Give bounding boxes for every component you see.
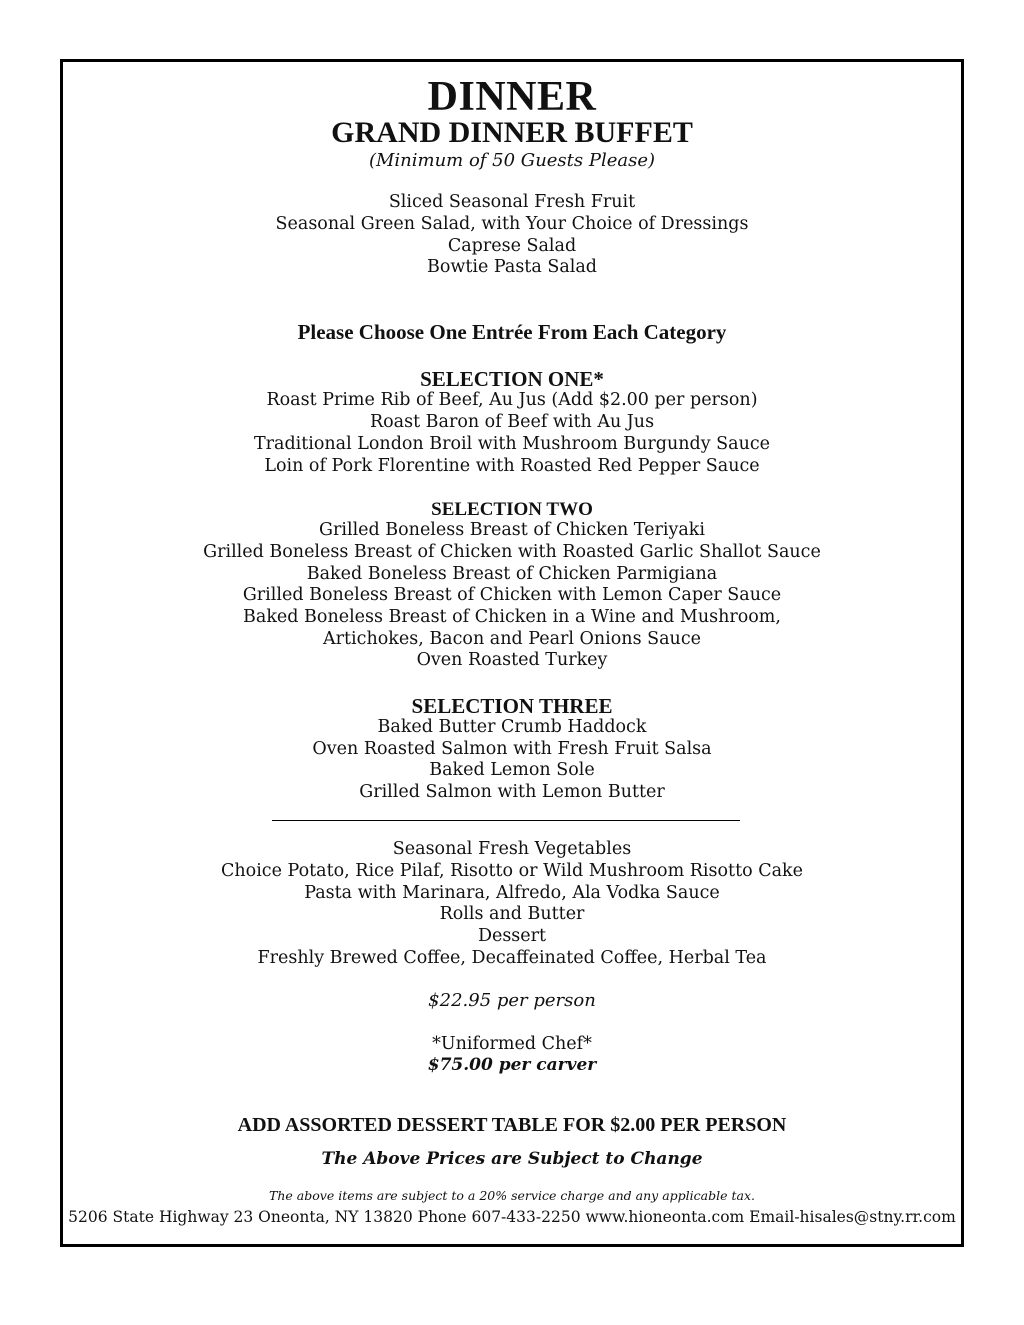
side-item: Choice Potato, Rice Pilaf, Risotto or Wild Mushroom Risotto Cake (221, 861, 803, 881)
section-divider (272, 820, 740, 821)
starter-item: Bowtie Pasta Salad (426, 257, 597, 277)
selection-one-item: Traditional London Broil with Mushroom Burgundy Sauce (253, 434, 771, 454)
minimum-guests-note: (Minimum of 50 Guests Please) (368, 150, 656, 171)
selection-three-item: Baked Lemon Sole (429, 760, 595, 780)
uniformed-chef-note: *Uniformed Chef* (432, 1034, 592, 1054)
menu-subtitle: GRAND DINNER BUFFET (331, 116, 693, 149)
selection-three-heading: SELECTION THREE (411, 694, 613, 718)
selection-three-item: Grilled Salmon with Lemon Butter (359, 782, 665, 802)
selection-two-item: Artichokes, Bacon and Pearl Onions Sauce (323, 629, 701, 649)
side-item: Pasta with Marinara, Alfredo, Ala Vodka Sauce (304, 883, 720, 903)
choose-entree-heading: Please Choose One Entrée From Each Category (297, 320, 727, 344)
side-item: Freshly Brewed Coffee, Decaffeinated Coffee, Herbal Tea (257, 948, 767, 968)
price-per-person: $22.95 per person (428, 990, 596, 1011)
selection-three-item: Baked Butter Crumb Haddock (377, 717, 647, 737)
service-charge-note: The above items are subject to a 20% service charge and any applicable tax. (269, 1188, 755, 1203)
selection-one-item: Loin of Pork Florentine with Roasted Red Pepper Sauce (264, 456, 760, 476)
selection-two-item: Oven Roasted Turkey (416, 650, 608, 670)
carver-price: $75.00 per carver (427, 1055, 597, 1075)
starter-item: Caprese Salad (447, 236, 577, 256)
selection-one-heading: SELECTION ONE* (420, 367, 604, 391)
selection-two-item: Grilled Boneless Breast of Chicken with Lemon Caper Sauce (242, 585, 782, 605)
selection-two-item: Baked Boneless Breast of Chicken in a Wine and Mushroom, (243, 607, 781, 627)
selection-one-item: Roast Prime Rib of Beef, Au Jus (Add $2.00 per person) (266, 390, 758, 410)
selection-two-heading: SELECTION TWO (431, 499, 593, 520)
selection-two-item: Grilled Boneless Breast of Chicken Teriyaki (319, 520, 705, 540)
contact-info: 5206 State Highway 23 Oneonta, NY 13820 Phone 607-433-2250 www.hioneonta.com Email-hisales@stny.rr.com (68, 1208, 956, 1226)
side-item: Seasonal Fresh Vegetables (392, 839, 632, 859)
prices-subject-to-change: The Above Prices are Subject to Change (321, 1149, 703, 1169)
selection-two-item: Grilled Boneless Breast of Chicken with Roasted Garlic Shallot Sauce (203, 542, 821, 562)
selection-three-item: Oven Roasted Salmon with Fresh Fruit Salsa (312, 739, 712, 759)
starter-item: Sliced Seasonal Fresh Fruit (388, 192, 636, 212)
selection-one-item: Roast Baron of Beef with Au Jus (369, 412, 655, 432)
starter-item: Seasonal Green Salad, with Your Choice of Dressings (275, 214, 749, 234)
side-item: Dessert (477, 926, 547, 946)
dessert-table-offer: ADD ASSORTED DESSERT TABLE FOR $2.00 PER PERSON (237, 1114, 787, 1136)
selection-two-item: Baked Boneless Breast of Chicken Parmigiana (306, 564, 718, 584)
side-item: Rolls and Butter (439, 904, 585, 924)
menu-title: DINNER (427, 74, 597, 120)
